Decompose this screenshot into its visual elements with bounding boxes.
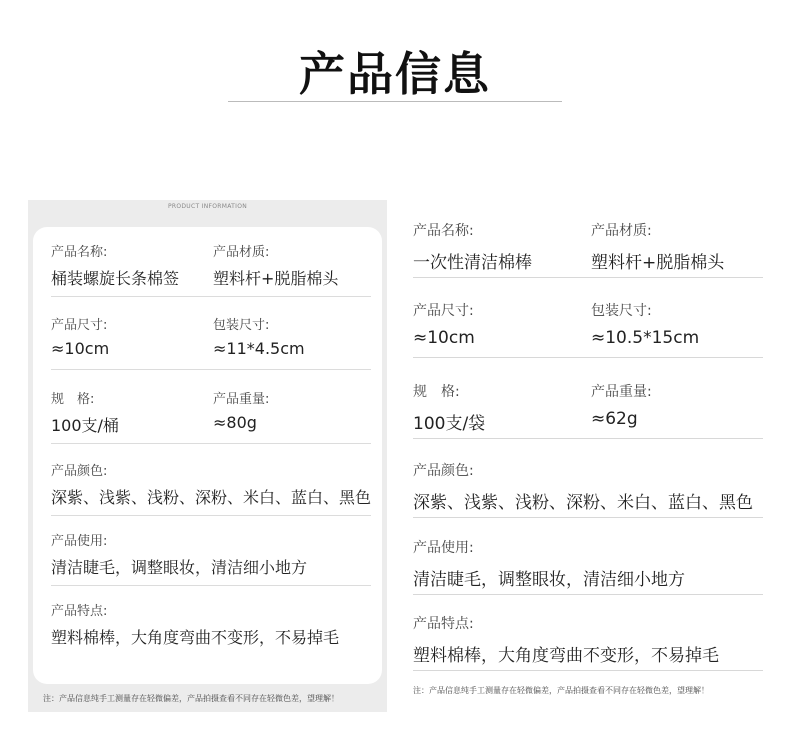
field-label: 包装尺寸: (213, 318, 270, 333)
field-label: 产品颜色: (413, 463, 474, 479)
right-cell-colors (413, 460, 753, 513)
right-cell-material (591, 220, 724, 273)
left-row-colors (51, 460, 371, 516)
right-disclaimer-note: 注：产品信息纯手工测量存在轻微偏差，产品拍摄查看不同存在轻微色差，望理解！ (413, 686, 709, 695)
title-divider (228, 101, 562, 102)
right-cell-size (413, 300, 475, 348)
right-row-features (413, 613, 763, 671)
field-label: 规 格: (413, 384, 460, 400)
left-cell-material (213, 241, 338, 289)
field-value: ≈10.5*15cm (591, 328, 700, 348)
left-cell-weight (213, 388, 269, 432)
left-row-usage (51, 530, 371, 586)
left-cell-name (51, 241, 179, 289)
field-value: 深紫、浅紫、浅粉、深粉、米白、蓝白、黑色 (51, 488, 372, 507)
field-label: 规 格: (51, 392, 95, 407)
field-label: 产品重量: (591, 384, 652, 400)
right-cell-package-size (591, 300, 699, 348)
field-label: 产品尺寸: (51, 318, 108, 333)
field-label: 产品使用: (413, 540, 474, 556)
left-info-card (33, 227, 382, 684)
left-cell-colors (51, 460, 371, 508)
field-label: 产品特点: (51, 604, 108, 619)
right-row-usage (413, 537, 763, 595)
field-value: 塑料棉棒，大角度弯曲不变形，不易掉毛 (413, 646, 719, 666)
field-value: 塑料杆+脱脂棉头 (213, 269, 339, 288)
field-label: 产品使用: (51, 534, 108, 549)
field-label: 产品重量: (213, 392, 270, 407)
left-row-size-package (51, 314, 371, 370)
left-row-spec-weight (51, 388, 371, 444)
field-label: 产品颜色: (51, 464, 108, 479)
field-value: ≈10cm (51, 339, 110, 358)
field-value: 塑料杆+脱脂棉头 (591, 253, 725, 273)
right-row-colors (413, 460, 763, 518)
left-cell-size (51, 314, 109, 358)
right-cell-name (413, 220, 532, 273)
right-row-spec-weight (413, 381, 763, 439)
left-cell-spec (51, 388, 119, 436)
field-label: 产品名称: (413, 223, 474, 239)
field-value: 清洁睫毛，调整眼妆，清洁细小地方 (413, 570, 685, 590)
field-value: 100支/桶 (51, 416, 119, 435)
field-label: 包装尺寸: (591, 303, 652, 319)
field-label: 产品材质: (591, 223, 652, 239)
field-value: 桶装螺旋长条棉签 (51, 269, 180, 288)
field-value: 清洁睫毛，调整眼妆，清洁细小地方 (51, 558, 308, 577)
right-cell-weight (591, 381, 652, 429)
right-row-size-package (413, 300, 763, 358)
field-value: ≈10cm (413, 328, 475, 348)
left-row-name-material (51, 241, 371, 297)
left-info-panel (28, 200, 387, 712)
left-cell-usage (51, 530, 307, 578)
field-value: ≈11*4.5cm (213, 339, 305, 358)
field-value: ≈80g (213, 413, 257, 432)
field-label: 产品材质: (213, 245, 270, 260)
right-cell-usage (413, 537, 685, 590)
left-cell-features (51, 600, 339, 648)
left-disclaimer-note: 注：产品信息纯手工测量存在轻微偏差，产品拍摄查看不同存在轻微色差，望理解！ (43, 694, 339, 703)
field-value: 深紫、浅紫、浅粉、深粉、米白、蓝白、黑色 (413, 493, 753, 513)
left-panel-header: PRODUCT INFORMATION (167, 203, 248, 210)
left-cell-package-size (213, 314, 305, 358)
right-row-name-material (413, 220, 763, 278)
field-label: 产品特点: (413, 616, 474, 632)
field-value: 塑料棉棒，大角度弯曲不变形，不易掉毛 (51, 628, 340, 647)
field-value: 一次性清洁棉棒 (413, 253, 532, 273)
left-row-features (51, 600, 371, 656)
page-title: 产品信息 (299, 47, 491, 101)
right-cell-spec (413, 381, 485, 434)
field-value: ≈62g (591, 409, 638, 429)
field-label: 产品名称: (51, 245, 108, 260)
field-label: 产品尺寸: (413, 303, 474, 319)
right-cell-features (413, 613, 719, 666)
field-value: 100支/袋 (413, 414, 486, 434)
